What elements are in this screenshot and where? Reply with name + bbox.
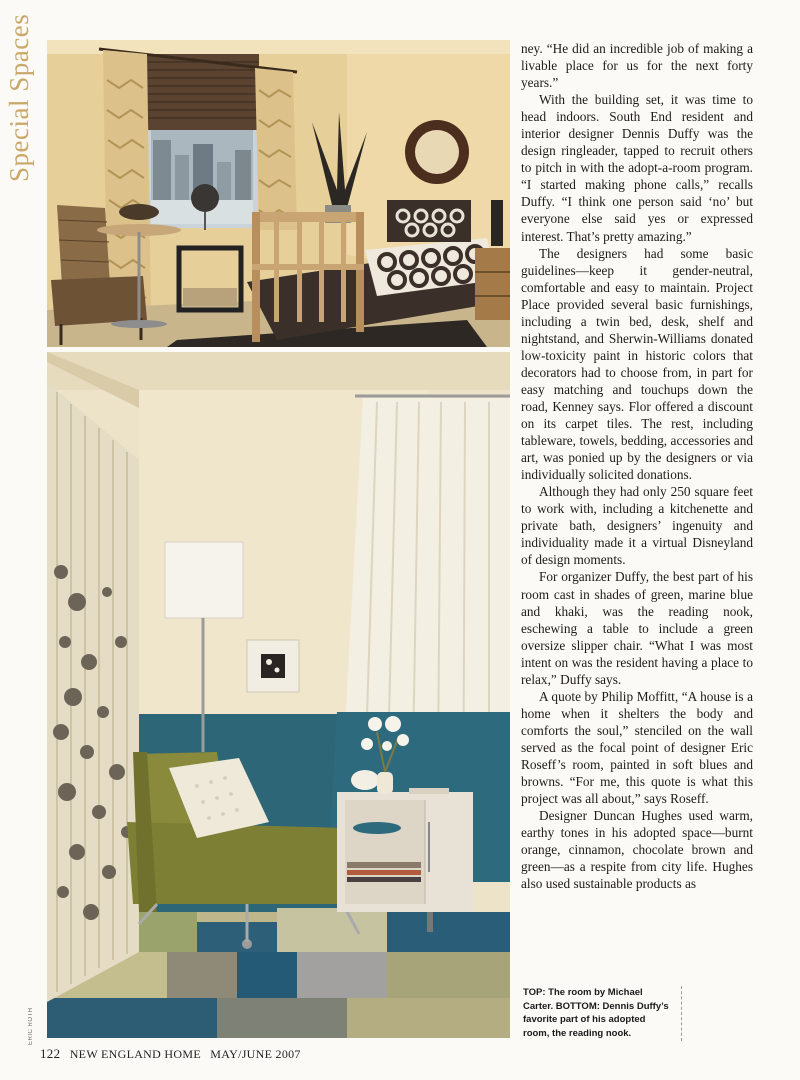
issue-date: MAY/JUNE 2007 [210, 1047, 301, 1061]
article-paragraph: A quote by Philip Moffitt, “A house is a home when it shelters the body and comforts the soul,” stenciled on the wall served as the focal point of designer Eric Roseff’s room, painted in soft blues and browns. “For me, this quote is what this project was all about,” says Roseff. [521, 688, 753, 807]
article-column [521, 40, 753, 892]
bedroom-photo [47, 40, 510, 347]
article-paragraph: ney. “He did an incredible job of making a livable place for us for the next forty years.” [521, 41, 753, 91]
photo-caption: TOP: The room by Michael Carter. BOTTOM: Dennis Duffy’s favorite part of his adopted room, the reading nook. [523, 987, 669, 1039]
article-paragraph: Although they had only 250 square feet to work with, including a kitchenette and private bath, designers’ ingenuity and individuality made it a virtual Disneyland of design moments. [521, 484, 753, 568]
article-paragraph: Designer Duncan Hughes used warm, earthy tones in his adopted space—burnt orange, cinnamon, chocolate brown and green—as a respite from city life. Hughes also used sustainable products as [521, 808, 753, 892]
photo-credit: ERIC ROTH [28, 1007, 34, 1045]
article-paragraph: With the building set, it was time to head indoors. South End resident and interior designer Dennis Duffy was the design ringleader, tapped to recruit others to pitch in with the adopt-a-room program. “I started making phone calls,” recalls Duffy. “I think one person said ‘no’ but everyone else said yes or expressed interest. That’s pretty amazing.” [521, 92, 753, 244]
magazine-name: NEW ENGLAND HOME [69, 1047, 201, 1061]
article-paragraph: For organizer Duffy, the best part of his room cast in shades of green, marine blue and khaki, was the reading nook, eschewing a table to include a green oversize slipper chair. “What I was most intent on was the resident having a place to relax,” Duffy says. [521, 569, 753, 687]
article-paragraph: The designers had some basic guidelines—keep it gender-neutral, comfortable and easy to maintain. Project Place provided several basic furnishings, including a twin bed, desk, shelf and nightstand, and Sherwin-Williams donated low-toxicity paint in historic colors that decorators had to choose from, in part for easy matching and touchups down the road, Kenney says. Flor offered a discount on its carpet tiles. The rest, including tableware, towels, bedding, accessories and art, was ponied up by the designers or via individually solicited donations. [521, 245, 753, 483]
page-footer [40, 1046, 307, 1062]
reading-nook-photo [47, 352, 510, 1038]
section-label: Special Spaces [4, 14, 34, 183]
caption-divider [681, 986, 682, 1041]
page-number: 122 [40, 1046, 61, 1061]
